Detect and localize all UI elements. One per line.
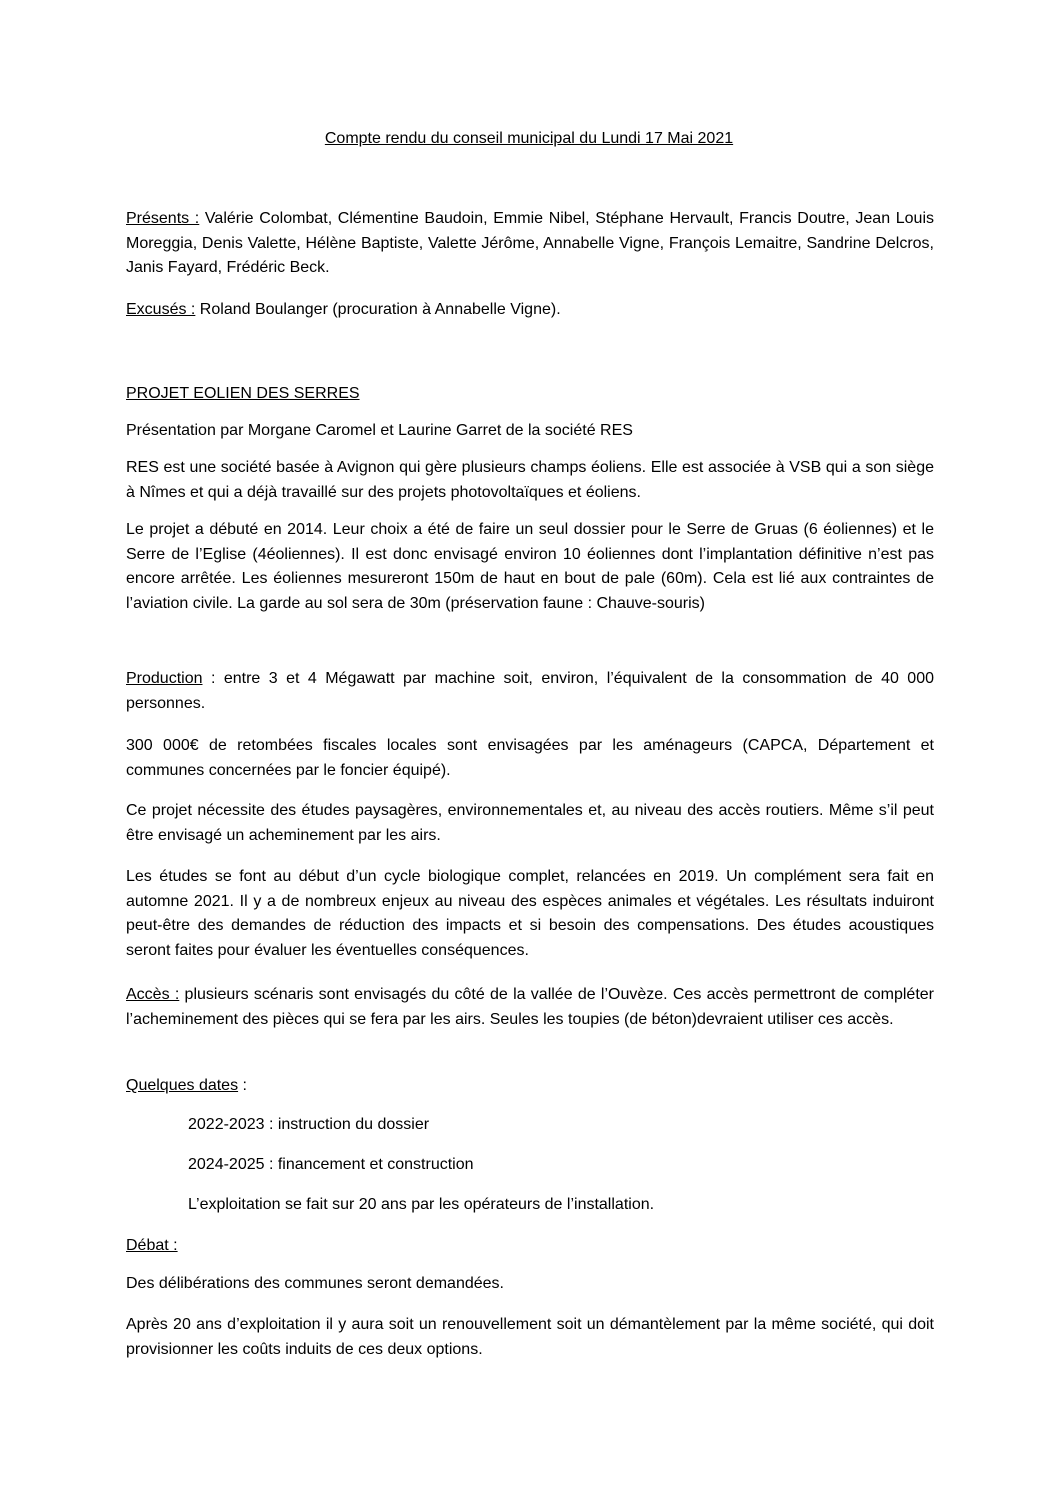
- dates-label: Quelques dates: [126, 1077, 239, 1094]
- excuses-label: Excusés :: [126, 301, 196, 318]
- production-paragraph: [126, 667, 934, 716]
- debat-heading: Débat :: [126, 1237, 178, 1254]
- retombees-paragraph: 300 000€ de retombées fiscales locales sont envisagées par les aménageurs (CAPCA, Département et communes concernées par le foncier équipé).: [126, 737, 934, 779]
- excuses-text: Roland Boulanger (procuration à Annabelle Vigne).: [195, 301, 561, 318]
- date-item-2: 2024-2025 : financement et construction: [188, 1156, 474, 1173]
- exploitation-paragraph: Après 20 ans d’exploitation il y aura soit un renouvellement soit un démantèlement par la même société, qui doit provisionner les coûts induits de ces deux options.: [126, 1316, 934, 1358]
- production-text: : entre 3 et 4 Mégawatt par machine soit, environ, l’équivalent de la consommation de 40 000 personnes.: [126, 670, 934, 712]
- excuses-paragraph: [126, 298, 934, 323]
- presentation-paragraph: Présentation par Morgane Caromel et Laurine Garret de la société RES: [126, 422, 633, 439]
- cycle-paragraph: Les études se font au début d’un cycle biologique complet, relancées en 2019. Un complément sera fait en automne 2021. Il y a de nombreux enjeux au niveau des espèces animales et végétales. Les résultats induiront peut-être des demandes de réduction des impacts et si besoin des compensations. Des études acoustiques seront faites pour évaluer les éventuelles conséquences.: [126, 868, 934, 959]
- deliberations-paragraph: Des délibérations des communes seront demandées.: [126, 1275, 504, 1292]
- acces-text: plusieurs scénaris sont envisagés du côté de la vallée de l’Ouvèze. Ces accès permettront de compléter l’acheminement des pièces qui se fera par les airs. Seules les toupies (de béton)devraient utiliser ces accès.: [126, 986, 934, 1028]
- projet-paragraph: Le projet a débuté en 2014. Leur choix a été de faire un seul dossier pour le Serre de Gruas (6 éoliennes) et le Serre de l’Eglise (4éoliennes). Il est donc envisagé environ 10 éoliennes dont l’implantation définitive n’est pas encore arrêtée. Les éoliennes mesureront 150m de haut en bout de pale (60m). Cela est lié aux contraintes de l’aviation civile. La garde au sol sera de 30m (préservation faune : Chauve-souris): [126, 521, 934, 612]
- acces-paragraph: [126, 983, 934, 1032]
- dates-heading: [126, 1074, 934, 1099]
- presents-paragraph: [126, 207, 934, 281]
- section-title: PROJET EOLIEN DES SERRES: [126, 385, 360, 402]
- presents-text: Valérie Colombat, Clémentine Baudoin, Emmie Nibel, Stéphane Hervault, Francis Doutre, Jean Louis Moreggia, Denis Valette, Hélène Baptiste, Valette Jérôme, Annabelle Vigne, François Lemaitre, Sandrine Delcros, Janis Fayard, Frédéric Beck.: [126, 210, 935, 276]
- date-item-1: 2022-2023 : instruction du dossier: [188, 1116, 430, 1133]
- presents-label: Présents :: [126, 210, 200, 227]
- acces-label: Accès :: [126, 986, 180, 1003]
- document-title: Compte rendu du conseil municipal du Lundi 17 Mai 2021: [324, 130, 734, 147]
- date-item-3: L’exploitation se fait sur 20 ans par les opérateurs de l’installation.: [188, 1196, 655, 1213]
- dates-suffix: :: [238, 1077, 247, 1094]
- production-label: Production: [126, 670, 203, 687]
- res-paragraph: RES est une société basée à Avignon qui gère plusieurs champs éoliens. Elle est associée à VSB qui a son siège à Nîmes et qui a déjà travaillé sur des projets photovoltaïques et éoliens.: [126, 459, 934, 501]
- etudes-paragraph: Ce projet nécessite des études paysagères, environnementales et, au niveau des accès routiers. Même s’il peut être envisagé un acheminement par les airs.: [126, 802, 934, 844]
